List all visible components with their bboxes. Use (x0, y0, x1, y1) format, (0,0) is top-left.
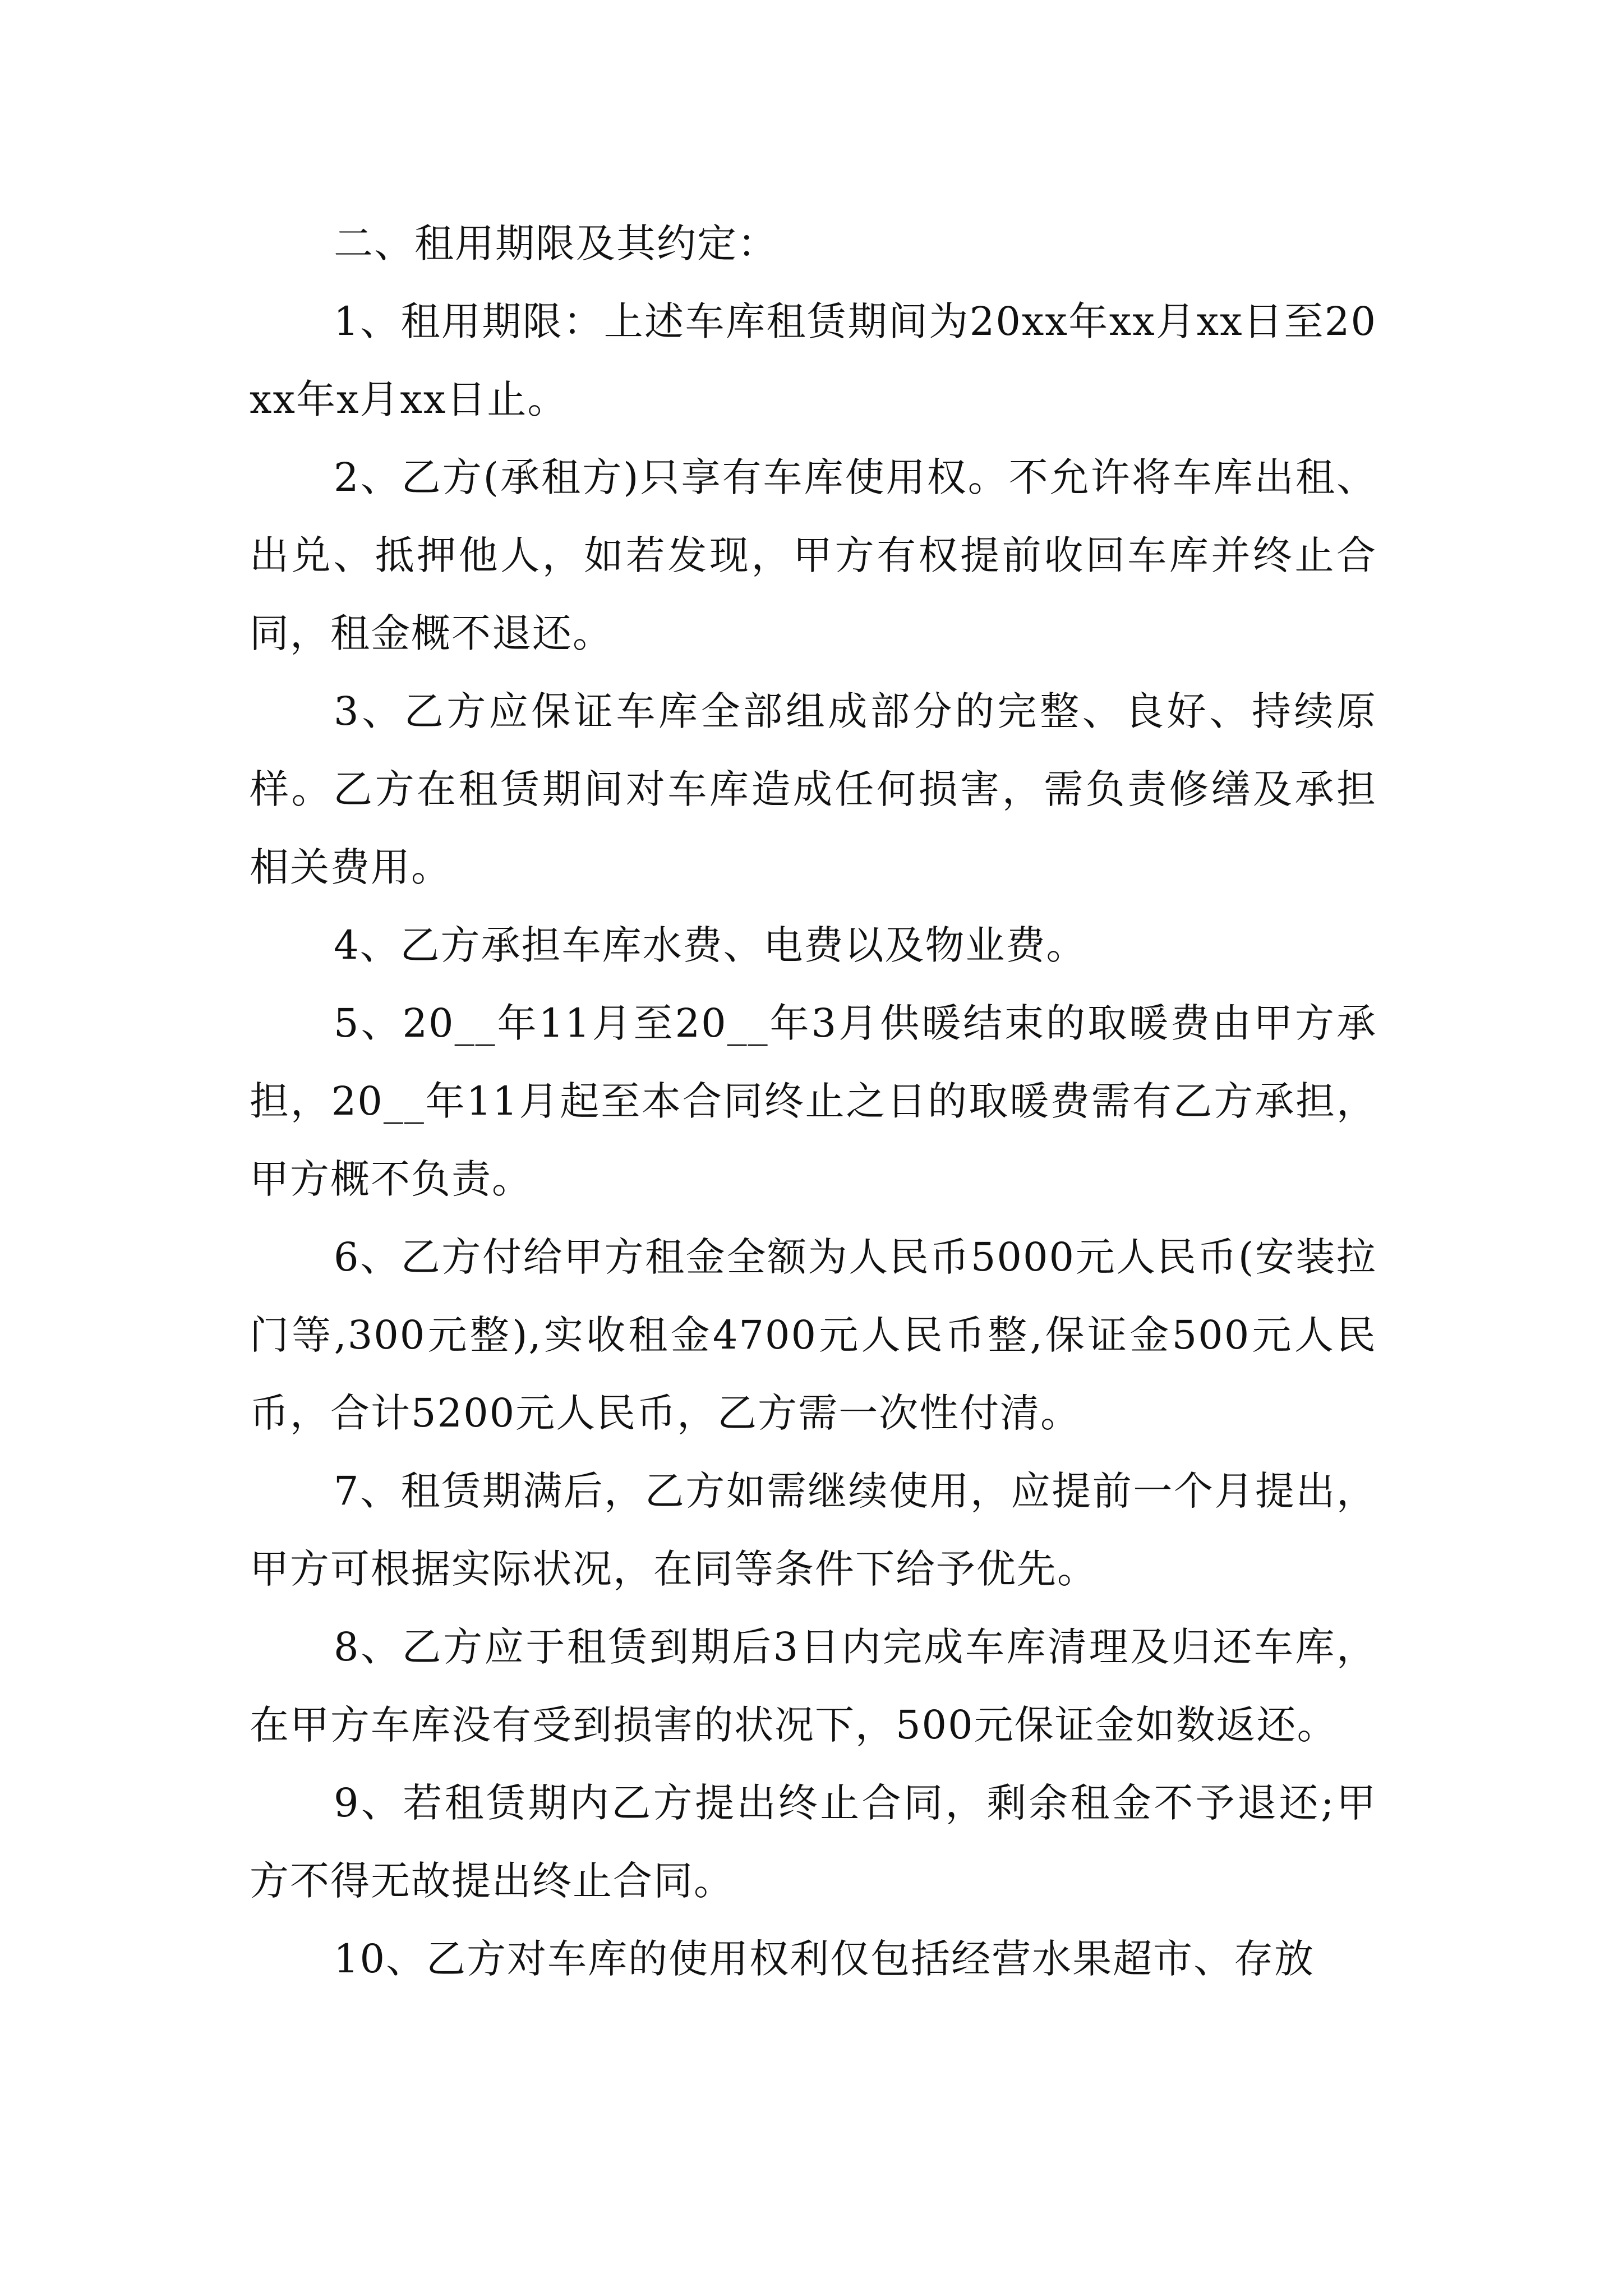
clause-6: 6、乙方付给甲方租金全额为人民币5000元人民币(安装拉门等,300元整),实收租金4700元人民币整,保证金500元人民币，合计5200元人民币，乙方需一次性付清。 (250, 1234, 1377, 1436)
clause-2: 2、乙方(承租方)只享有车库使用权。不允许将车库出租、出兑、抵押他人，如若发现，甲方有权提前收回车库并终止合同，租金概不退还。 (250, 454, 1377, 656)
clause-10: 10、乙方对车库的使用权利仅包括经营水果超市、存放 (334, 1936, 1315, 1982)
clause-4: 4、乙方承担车库水费、电费以及物业费。 (334, 922, 1087, 968)
document-body (250, 205, 1377, 1998)
clause-7: 7、租赁期满后，乙方如需继续使用，应提前一个月提出，甲方可根据实际状况，在同等条件下给予优先。 (250, 1468, 1377, 1592)
clause-8: 8、乙方应于租赁到期后3日内完成车库清理及归还车库，在甲方车库没有受到损害的状况下，500元保证金如数返还。 (250, 1624, 1377, 1748)
clause-5: 5、20__年11月至20__年3月供暖结束的取暖费由甲方承担，20__年11月起至本合同终止之日的取暖费需有乙方承担，甲方概不负责。 (250, 1000, 1377, 1202)
section-heading: 二、租用期限及其约定： (334, 220, 778, 266)
clause-1: 1、租用期限：上述车库租赁期间为20xx年xx月xx日至20xx年x月xx日止。 (250, 298, 1377, 422)
clause-9: 9、若租赁期内乙方提出终止合同，剩余租金不予退还;甲方不得无故提出终止合同。 (250, 1780, 1377, 1904)
clause-3: 3、乙方应保证车库全部组成部分的完整、良好、持续原样。乙方在租赁期间对车库造成任何损害，需负责修缮及承担相关费用。 (250, 688, 1377, 890)
